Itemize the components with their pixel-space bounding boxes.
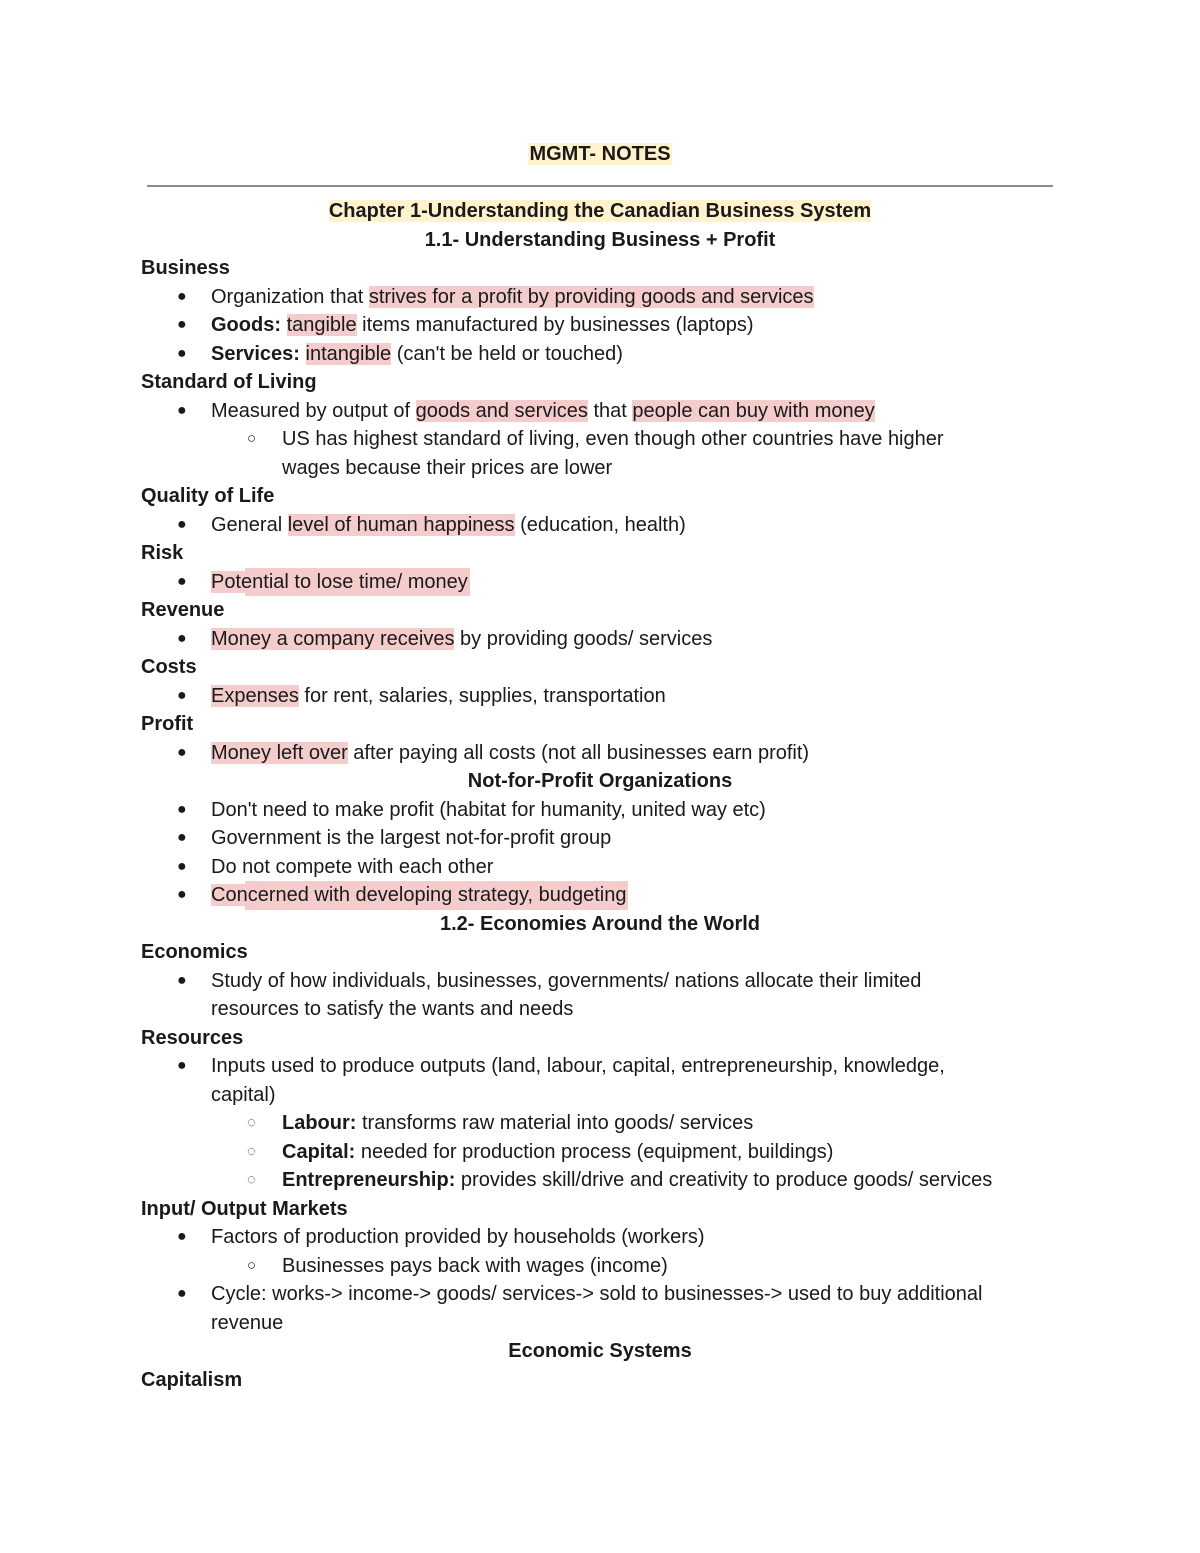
sub-bullet-item: ◌ Capital: needed for production process (equipment, buildings): [141, 1138, 1061, 1167]
document-title: MGMT- NOTES: [529, 143, 671, 165]
term-heading: Input/ Output Markets: [141, 1197, 348, 1220]
section-heading: 1.1- Understanding Business + Profit: [424, 228, 776, 251]
sub-bullet-item: ○ US has highest standard of living, even though other countries have higher: [141, 425, 1061, 454]
term-heading: Standard of Living: [141, 371, 317, 393]
bullet-item: ● Government is the largest not-for-profit group: [141, 824, 1061, 853]
bullet-item: ● Cycle: works-> income-> goods/ services-> sold to businesses-> used to buy additional: [141, 1280, 1061, 1309]
term-heading: Revenue: [141, 599, 225, 621]
term-heading: Economics: [141, 941, 248, 963]
bullet-item: ● Concerned with developing strategy, budgeting: [141, 881, 1061, 910]
term-heading: Costs: [141, 656, 197, 678]
section-heading: Economic Systems: [508, 1340, 692, 1362]
bullet-disc-icon: ●: [177, 829, 187, 846]
bullet-item: ● Money left over after paying all costs (not all businesses earn profit): [141, 739, 1061, 768]
bullet-disc-icon: ●: [177, 743, 187, 761]
bullet-disc-icon: ●: [177, 344, 187, 362]
sub-bullet-item: ○ Businesses pays back with wages (income): [141, 1252, 1061, 1281]
bullet-item: ● Potential to lose time/ money: [141, 568, 1061, 597]
bullet-item: ● Factors of production provided by households (workers): [141, 1223, 1061, 1252]
section-heading: 1.2- Economies Around the World: [439, 912, 761, 935]
bullet-disc-icon: ●: [177, 971, 187, 989]
bullet-dotted-circle-icon: ◌: [247, 1171, 256, 1188]
bullet-item: ● Goods: tangible items manufactured by businesses (laptops): [141, 311, 1061, 340]
bullet-disc-icon: ●: [177, 857, 187, 875]
bullet-dotted-circle-icon: ◌: [247, 1114, 256, 1131]
section-heading: Not-for-Profit Organizations: [467, 770, 733, 792]
sub-bullet-continuation: wages because their prices are lower: [282, 456, 613, 479]
bullet-continuation: resources to satisfy the wants and needs: [211, 998, 574, 1020]
sub-bullet-item: ◌ Labour: transforms raw material into goods/ services: [141, 1109, 1061, 1138]
chapter-title: Chapter 1-Understanding the Canadian Business System: [328, 200, 872, 222]
bullet-item: ● Services: intangible (can't be held or touched): [141, 340, 1061, 369]
document-body: [141, 197, 1061, 1394]
bullet-disc-icon: ●: [177, 515, 187, 533]
bullet-dotted-circle-icon: ◌: [247, 1142, 256, 1160]
bullet-disc-icon: ●: [177, 287, 187, 305]
bullet-disc-icon: ●: [177, 1285, 187, 1302]
bullet-continuation: capital): [211, 1083, 276, 1106]
horizontal-rule: [147, 185, 1053, 187]
bullet-disc-icon: ●: [177, 401, 187, 419]
term-heading: Capitalism: [141, 1368, 243, 1391]
bullet-circle-icon: ○: [247, 1256, 257, 1274]
bullet-item: ● Don't need to make profit (habitat for humanity, united way etc): [141, 796, 1061, 825]
bullet-item: ● Expenses for rent, salaries, supplies, transportation: [141, 682, 1061, 711]
term-heading: Business: [141, 257, 230, 279]
bullet-item: ● Do not compete with each other: [141, 853, 1061, 882]
bullet-item: ● Inputs used to produce outputs (land, labour, capital, entrepreneurship, knowledge,: [141, 1052, 1061, 1081]
bullet-item: ● Measured by output of goods and services that people can buy with money: [141, 397, 1061, 426]
bullet-disc-icon: ●: [177, 572, 187, 590]
bullet-disc-icon: ●: [177, 316, 187, 333]
term-heading: Profit: [141, 713, 194, 735]
bullet-circle-icon: ○: [247, 430, 257, 447]
bullet-disc-icon: ●: [177, 886, 187, 903]
bullet-disc-icon: ●: [177, 686, 187, 704]
bullet-disc-icon: ●: [177, 629, 187, 647]
bullet-disc-icon: ●: [177, 800, 187, 818]
sub-bullet-item: ◌ Entrepreneurship: provides skill/drive and creativity to produce goods/ services: [141, 1166, 1061, 1195]
bullet-item: ● General level of human happiness (education, health): [141, 511, 1061, 540]
bullet-continuation: revenue: [211, 1311, 284, 1334]
bullet-disc-icon: ●: [177, 1228, 187, 1245]
bullet-disc-icon: ●: [177, 1057, 187, 1074]
bullet-item: ● Study of how individuals, businesses, governments/ nations allocate their limited: [141, 967, 1061, 996]
bullet-item: ● Money a company receives by providing goods/ services: [141, 625, 1061, 654]
term-heading: Resources: [141, 1026, 244, 1049]
term-heading: Quality of Life: [141, 485, 275, 507]
bullet-item: ● Organization that strives for a profit by providing goods and services: [141, 283, 1061, 312]
term-heading: Risk: [141, 542, 184, 564]
